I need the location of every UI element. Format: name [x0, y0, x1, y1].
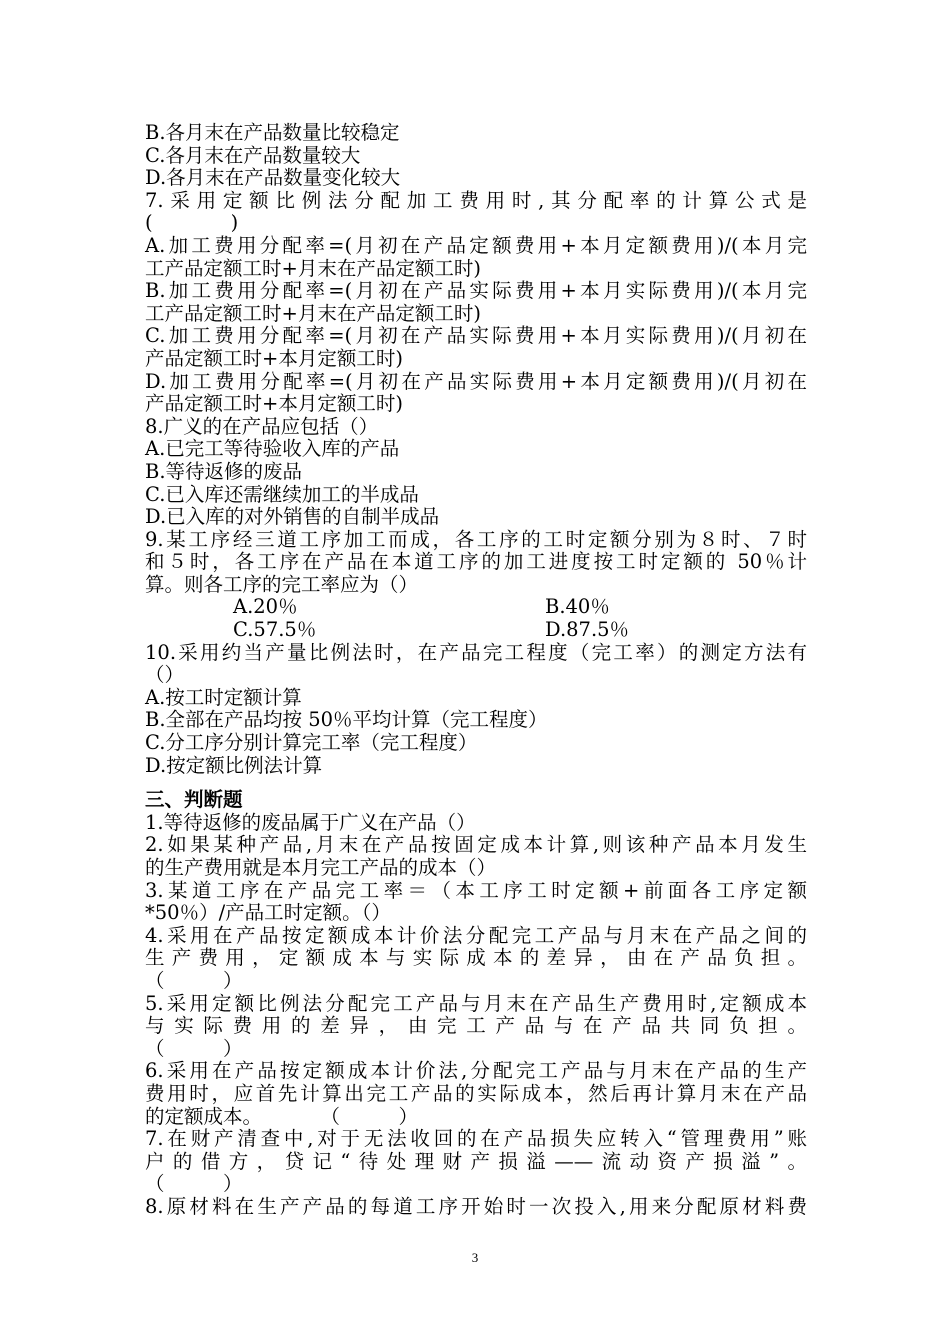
text-line: 产品定额工时+本月定额工时) [145, 392, 403, 416]
text-line: B.各月末在产品数量比较稳定 [145, 121, 400, 144]
text-line: A.按工时定额计算 [145, 685, 302, 709]
question-block-before [145, 122, 807, 596]
text-line: 7.采用定额比例法分配加工费用时,其分配率的计算公式是 [145, 188, 807, 212]
text-line: C.分工序分别计算完工率（完工程度） [145, 731, 478, 755]
text-line: A.已完工等待验收入库的产品 [145, 437, 400, 461]
text-line: C.已入库还需继续加工的半成品 [145, 482, 419, 506]
text-line: B.全部在产品均按 50％平均计算（完工程度） [145, 708, 548, 732]
text-line: C.各月末在产品数量较大 [145, 143, 361, 167]
text-line: （） [145, 663, 185, 687]
text-line: 和５时，各工序在产品在本道工序的加工进度按工时定额的 50％计 [145, 550, 807, 574]
text-line: 工产品定额工时+月末在产品定额工时) [145, 256, 481, 280]
text-line: 算。则各工序的完工率应为（） [145, 572, 419, 596]
text-line: 10.采用约当产量比例法时，在产品完工程度（完工率）的测定方法有 [145, 640, 807, 664]
text-line: 与实际费用的差异，由完工产品与在产品共同负担。 [145, 1014, 807, 1038]
text-line: 的生产费用就是本月完工产品的成本（） [145, 856, 497, 879]
judgment-block [145, 812, 807, 1219]
text-line: ( ) [145, 211, 239, 235]
text-line: 7.在财产清查中,对于无法收回的在产品损失应转入“管理费用”账 [145, 1127, 807, 1151]
section-heading: 三、判断题 [145, 788, 243, 812]
text-line: D.按定额比例法计算 [145, 753, 323, 777]
text-line: A.加工费用分配率=(月初在产品定额费用+本月定额费用)/(本月完 [145, 233, 807, 257]
text-line: 6.采用在产品按定额成本计价法,分配完工产品与月末在产品的生产 [145, 1059, 807, 1083]
text-line: （ ） [145, 1036, 243, 1060]
text-line: 8.广义的在产品应包括（） [145, 414, 379, 438]
text-line: B.等待返修的废品 [145, 459, 303, 483]
text-line: 的定额成本。 （ ） [145, 1104, 419, 1128]
text-line: B.加工费用分配率=(月初在产品实际费用+本月实际费用)/(本月完 [145, 279, 807, 303]
text-line: D.加工费用分配率=(月初在产品实际费用+本月定额费用)/(月初在 [145, 369, 807, 393]
text-line: 9.某工序经三道工序加工而成，各工序的工时定额分别为８时、７时 [145, 527, 807, 551]
text-line: 工产品定额工时+月末在产品定额工时) [145, 301, 481, 325]
text-line: 2.如果某种产品,月末在产品按固定成本计算,则该种产品本月发生 [145, 833, 807, 857]
options-row [145, 619, 807, 642]
question-block-after [145, 642, 807, 778]
options-row [145, 596, 807, 619]
option-b: B.40％ [545, 595, 610, 619]
text-line: 生产费用，定额成本与实际成本的差异，由在产品负担。 [145, 946, 807, 970]
text-line: （ ） [145, 1172, 243, 1196]
text-line: D.各月末在产品数量变化较大 [145, 166, 401, 190]
text-line: 8.原材料在生产产品的每道工序开始时一次投入,用来分配原材料费 [145, 1194, 807, 1218]
text-line: *50％）/产品工时定额。（） [145, 901, 391, 925]
text-line: 3.某道工序在产品完工率＝（本工序工时定额+前面各工序定额 [145, 878, 807, 902]
option-a: A.20％ [233, 595, 298, 619]
document-page [145, 122, 807, 1219]
text-line: 产品定额工时+本月定额工时) [145, 346, 403, 370]
text-line: C.加工费用分配率=(月初在产品实际费用+本月实际费用)/(月初在 [145, 324, 807, 348]
option-d: D.87.5％ [545, 618, 630, 642]
text-line: 4.采用在产品按定额成本计价法分配完工产品与月末在产品之间的 [145, 923, 807, 947]
text-line: 费用时，应首先计算出完工产品的实际成本，然后再计算月末在产品 [145, 1081, 807, 1105]
option-c: C.57.5％ [233, 618, 317, 642]
text-line: 户的借方，贷记“待处理财产损溢——流动资产损溢”。 [145, 1149, 807, 1173]
text-line: （ ） [145, 968, 243, 992]
text-line: D.已入库的对外销售的自制半成品 [145, 505, 440, 529]
text-line: 1.等待返修的废品属于广义在产品（） [145, 810, 476, 834]
page-number: 3 [471, 1250, 479, 1265]
text-line: 5.采用定额比例法分配完工产品与月末在产品生产费用时,定额成本 [145, 991, 807, 1015]
